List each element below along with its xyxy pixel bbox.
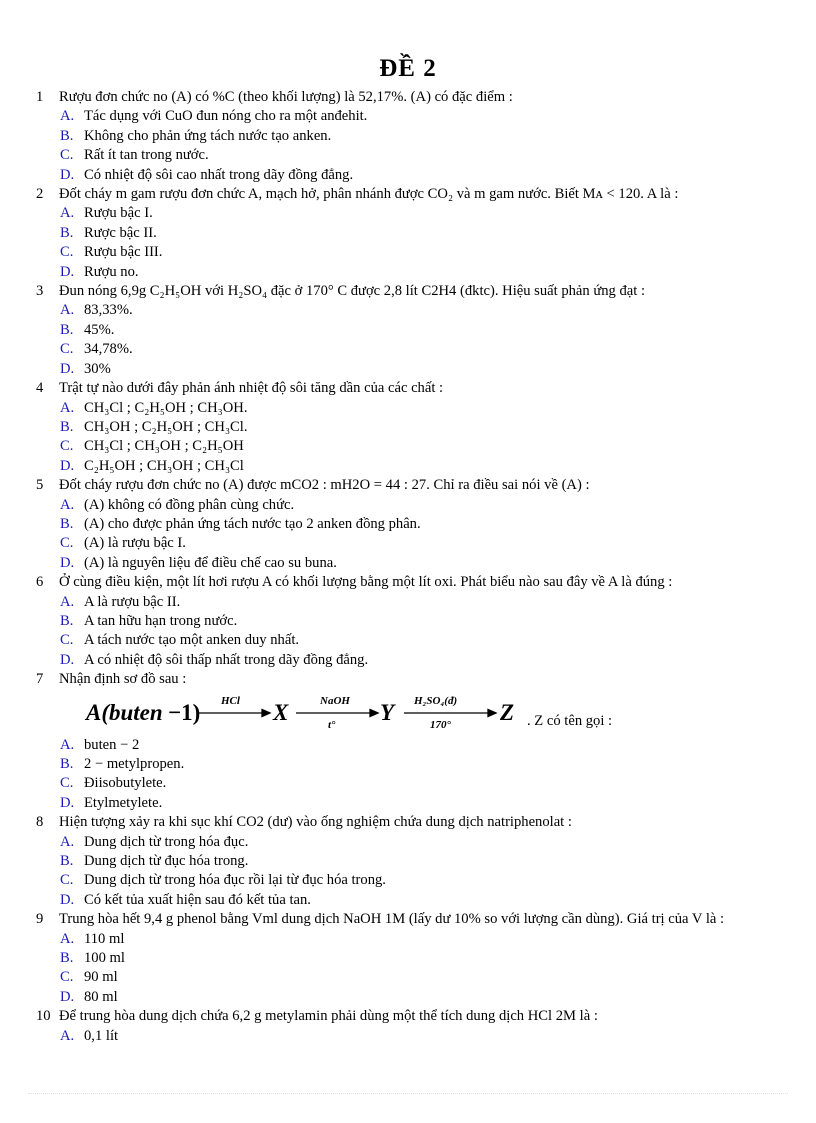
answer-option-a	[0, 736, 816, 755]
scheme-arrow3-condition: 170°	[430, 718, 451, 731]
option-text: buten − 2	[84, 736, 140, 753]
question-text: Hiện tượng xảy ra khi sục khí CO2 (dư) vào ống nghiệm chứa dung dịch natriphenolat :	[59, 814, 572, 831]
option-text: 34,78%.	[84, 341, 133, 358]
question-number: 2	[36, 186, 44, 203]
option-text: Có kết tủa xuất hiện sau đó kết tủa tan.	[84, 891, 311, 908]
option-letter: B.	[60, 321, 74, 338]
scheme-arrowhead-2	[370, 709, 378, 716]
option-text: 100 ml	[84, 950, 125, 967]
scheme-reactant-suffix: −1)	[168, 699, 201, 725]
scheme-y: Y	[380, 699, 395, 725]
question-number: 8	[36, 814, 44, 831]
option-text: (A) cho được phản ứng tách nước tạo 2 anken đồng phân.	[84, 515, 421, 532]
option-text: Dung dịch từ đục hóa trong.	[84, 853, 249, 870]
question-stem	[0, 88, 816, 107]
reaction-scheme-row	[0, 690, 816, 736]
answer-option-b	[0, 949, 816, 968]
page-title: ĐỀ 2	[379, 55, 437, 82]
answer-option-a	[0, 496, 816, 515]
scheme-arrow1-label: HCl	[221, 694, 240, 707]
option-letter: B.	[60, 515, 74, 532]
answer-option-c	[0, 968, 816, 987]
option-text: Có nhiệt độ sôi cao nhất trong dãy đồng đẳng.	[84, 166, 354, 183]
question-list	[0, 88, 816, 1046]
option-text: Điisobutylete.	[84, 775, 167, 792]
option-text: 45%.	[84, 321, 115, 338]
question-10	[0, 1007, 816, 1046]
question-text: Trung hòa hết 9,4 g phenol bằng Vml dung dịch NaOH 1M (lấy dư 10% so với lượng cần dùng). Giá trị của V là :	[59, 911, 725, 928]
question-text: Đốt cháy rượu đơn chức no (A) được mCO2 : mH2O = 44 : 27. Chỉ ra điều sai nói về (A) :	[59, 477, 590, 494]
scheme-z: Z	[500, 699, 515, 725]
answer-option-b	[0, 321, 816, 340]
scheme-arrowhead-3	[488, 709, 496, 716]
answer-option-a	[0, 930, 816, 949]
answer-option-c	[0, 871, 816, 890]
option-letter: B.	[60, 612, 74, 629]
option-letter: A.	[60, 108, 75, 125]
answer-option-b	[0, 755, 816, 774]
question-number: 1	[36, 89, 44, 105]
option-text: Rược bậc II.	[84, 224, 157, 241]
answer-option-d	[0, 263, 816, 282]
question-text: Đốt cháy m gam rượu đơn chức A, mạch hở, phân nhánh được CO₂ và m gam nước. Biết Mᴀ < 120. A là :	[59, 186, 679, 203]
question-number: 7	[36, 671, 44, 688]
question-stem	[0, 813, 816, 832]
scheme-arrow3-label: H₂SO₄(đ)	[414, 694, 458, 707]
option-letter: A.	[60, 930, 75, 947]
question-number: 10	[36, 1008, 51, 1025]
option-text: 83,33%.	[84, 302, 133, 319]
question-7	[0, 670, 816, 813]
question-text: Ở cùng điều kiện, một lít hơi rượu A có khối lượng bằng một lít oxi. Phát biểu nào sau đây về A là đúng :	[59, 574, 673, 591]
question-4	[0, 379, 816, 476]
option-letter: B.	[60, 224, 74, 241]
answer-option-c	[0, 534, 816, 553]
option-letter: A.	[60, 593, 75, 610]
question-number: 5	[36, 477, 44, 494]
option-letter: C.	[60, 632, 74, 649]
answer-option-b	[0, 127, 816, 146]
option-text: Dung dịch từ trong hóa đục.	[84, 833, 249, 850]
option-text: A có nhiệt độ sôi thấp nhất trong dãy đồng đẳng.	[84, 651, 369, 668]
question-stem-tail: . Z có tên gọi :	[527, 712, 613, 729]
question-stem	[0, 476, 816, 495]
answer-option-a	[0, 399, 816, 418]
answer-option-c	[0, 437, 816, 456]
option-letter: D.	[60, 263, 75, 280]
answer-option-a	[0, 107, 816, 126]
option-letter: D.	[60, 554, 75, 571]
option-text: 90 ml	[84, 969, 118, 986]
question-text: Rượu đơn chức no (A) có %C (theo khối lượng) là 52,17%. (A) có đặc điểm :	[59, 89, 513, 105]
question-number: 9	[36, 911, 44, 928]
option-letter: A.	[60, 399, 75, 416]
scheme-reactant: A(buten	[86, 699, 163, 725]
option-text: 2 − metylpropen.	[84, 756, 185, 772]
footer-divider	[28, 1093, 788, 1094]
question-text: Để trung hòa dung dịch chứa 6,2 g metylamin phải dùng một thể tích dung dịch HCl 2M là :	[59, 1008, 598, 1025]
option-letter: C.	[60, 775, 74, 792]
option-letter: B.	[60, 950, 74, 967]
question-number: 3	[36, 283, 44, 300]
option-text: (A) là nguyên liệu để điều chế cao su buna.	[84, 554, 337, 571]
answer-option-d	[0, 794, 816, 813]
option-text: Rất ít tan trong nước.	[84, 147, 209, 164]
question-3	[0, 282, 816, 379]
option-letter: A.	[60, 736, 75, 753]
option-letter: C.	[60, 969, 74, 986]
answer-option-d	[0, 988, 816, 1007]
option-letter: C.	[60, 872, 74, 889]
reaction-scheme	[84, 690, 524, 736]
answer-option-d	[0, 891, 816, 910]
option-text: Etylmetylete.	[84, 794, 163, 811]
option-text: Tác dụng với CuO đun nóng cho ra một anđehit.	[84, 108, 368, 125]
option-letter: D.	[60, 360, 75, 377]
question-text: Đun nóng 6,9g C₂H₅OH với H₂SO₄ đặc ở 170° C được 2,8 lít C2H4 (đktc). Hiệu suất phản ứng đạt :	[59, 283, 646, 300]
option-letter: B.	[60, 418, 74, 435]
option-text: CH₃Cl ; C₂H₅OH ; CH₃OH.	[84, 399, 248, 416]
option-letter: D.	[60, 988, 75, 1005]
answer-option-b	[0, 418, 816, 437]
option-letter: A.	[60, 302, 75, 319]
question-stem	[0, 670, 816, 689]
scheme-x: X	[273, 699, 289, 725]
option-text: CH₃OH ; C₂H₅OH ; CH₃Cl.	[84, 418, 248, 435]
option-letter: B.	[60, 853, 74, 870]
question-stem	[0, 1007, 816, 1026]
option-letter: B.	[60, 756, 74, 772]
scheme-arrowhead-1	[262, 709, 270, 716]
option-letter: C.	[60, 147, 74, 164]
option-letter: C.	[60, 535, 74, 552]
answer-option-d	[0, 457, 816, 476]
answer-option-b	[0, 515, 816, 534]
option-letter: D.	[60, 651, 75, 668]
answer-option-b	[0, 612, 816, 631]
option-letter: A.	[60, 205, 75, 222]
option-text: Rượu bậc III.	[84, 244, 163, 261]
question-9	[0, 910, 816, 1007]
question-stem	[0, 379, 816, 398]
option-text: 80 ml	[84, 988, 118, 1005]
option-text: 30%	[84, 360, 111, 377]
option-text: Không cho phản ứng tách nước tạo anken.	[84, 127, 332, 144]
answer-option-a	[0, 833, 816, 852]
option-letter: A.	[60, 1027, 75, 1044]
question-8	[0, 813, 816, 910]
answer-option-b	[0, 224, 816, 243]
answer-option-c	[0, 243, 816, 262]
question-stem	[0, 910, 816, 929]
option-letter: B.	[60, 127, 74, 144]
answer-option-d	[0, 651, 816, 670]
option-letter: D.	[60, 891, 75, 908]
option-text: A tách nước tạo một anken duy nhất.	[84, 632, 300, 649]
scheme-arrow2-condition: t°	[328, 718, 336, 731]
option-letter: D.	[60, 166, 75, 183]
option-letter: A.	[60, 833, 75, 850]
question-number: 4	[36, 380, 44, 397]
option-letter: C.	[60, 438, 74, 455]
question-2	[0, 185, 816, 282]
option-text: 0,1 lít	[84, 1027, 119, 1044]
question-number: 6	[36, 574, 44, 591]
answer-option-d	[0, 554, 816, 573]
option-text: Dung dịch từ trong hóa đục rồi lại từ đục hóa trong.	[84, 872, 386, 889]
option-letter: D.	[60, 457, 75, 474]
question-6	[0, 573, 816, 670]
answer-option-c	[0, 340, 816, 359]
question-stem	[0, 573, 816, 592]
option-text: A là rượu bậc II.	[84, 593, 181, 610]
option-letter: C.	[60, 341, 74, 358]
answer-option-c	[0, 146, 816, 165]
answer-option-a	[0, 593, 816, 612]
answer-option-d	[0, 166, 816, 185]
answer-option-a	[0, 301, 816, 320]
option-letter: A.	[60, 496, 75, 513]
answer-option-b	[0, 852, 816, 871]
option-text: A tan hữu hạn trong nước.	[84, 612, 238, 629]
option-letter: C.	[60, 244, 74, 261]
option-text: 110 ml	[84, 930, 125, 947]
option-text: CH₃Cl ; CH₃OH ; C₂H₅OH	[84, 438, 244, 455]
option-text: (A) không có đồng phân cùng chức.	[84, 496, 295, 513]
option-letter: D.	[60, 794, 75, 811]
question-stem	[0, 185, 816, 204]
answer-option-c	[0, 631, 816, 650]
option-text: Rượu bậc I.	[84, 205, 153, 222]
question-text: Nhận định sơ đồ sau :	[59, 671, 187, 688]
question-text: Trật tự nào dưới đây phản ánh nhiệt độ sôi tăng dần của các chất :	[59, 380, 444, 397]
answer-option-a	[0, 1027, 816, 1046]
scheme-arrow2-label: NaOH	[320, 694, 350, 707]
option-text: Rượu no.	[84, 263, 139, 280]
option-text: C₂H₅OH ; CH₃OH ; CH₃Cl	[84, 457, 244, 474]
question-stem	[0, 282, 816, 301]
option-text: (A) là rượu bậc I.	[84, 535, 186, 552]
question-5	[0, 476, 816, 573]
answer-option-c	[0, 774, 816, 793]
question-1	[0, 88, 816, 185]
answer-option-a	[0, 204, 816, 223]
answer-option-d	[0, 360, 816, 379]
